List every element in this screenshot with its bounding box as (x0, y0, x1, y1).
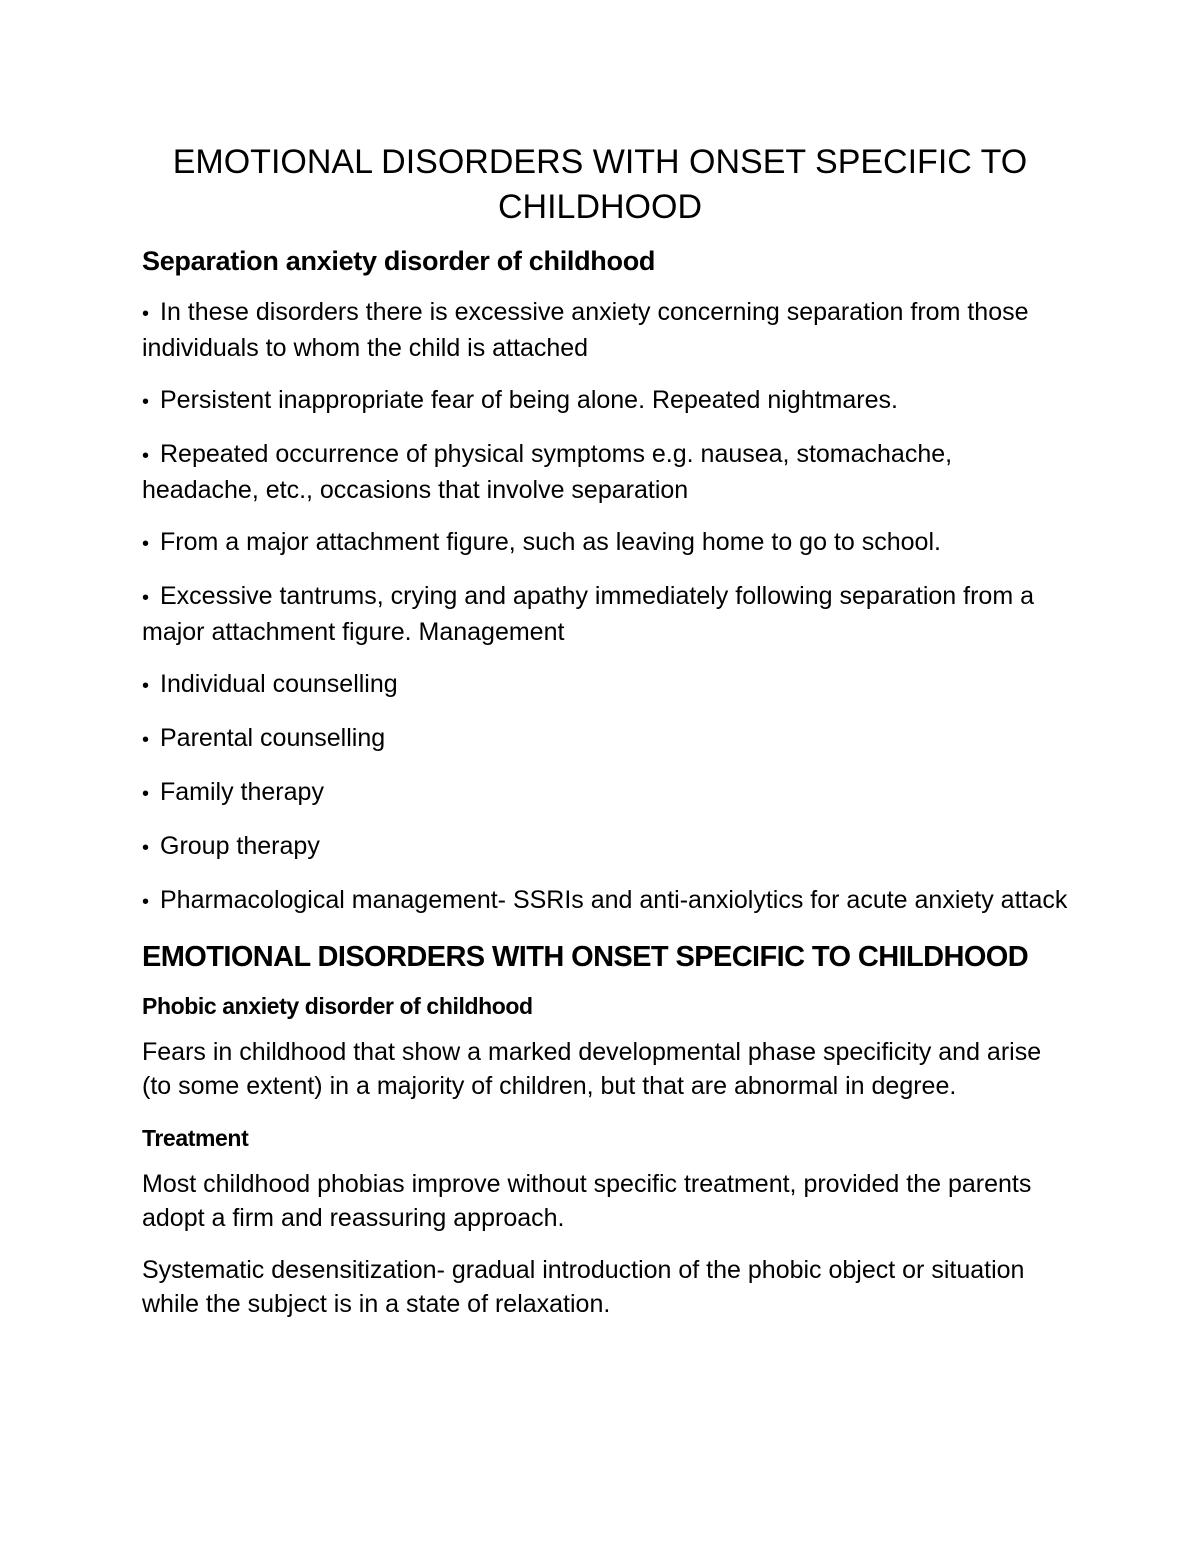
bullet-icon: • (142, 837, 150, 859)
bullet-icon: • (142, 445, 150, 467)
bullet-icon: • (142, 729, 150, 751)
bullet-item (142, 437, 1072, 507)
bullet-item (142, 383, 1072, 419)
bullet-text: Family therapy (160, 778, 324, 806)
bullet-item (142, 579, 1072, 649)
section-heading-emotional-disorders: EMOTIONAL DISORDERS WITH ONSET SPECIFIC TO CHILDHOOD (142, 941, 1029, 973)
bullet-item (142, 295, 1072, 365)
document-body (142, 244, 1072, 1339)
bullet-item (142, 775, 1072, 811)
bullet-icon: • (142, 891, 150, 913)
bullet-text: Group therapy (160, 832, 320, 860)
bullet-text: Persistent inappropriate fear of being alone. Repeated nightmares. (160, 386, 898, 414)
bullet-icon: • (142, 587, 150, 609)
bullet-icon: • (142, 303, 150, 325)
bullet-text: In these disorders there is excessive anxiety concerning separation from those individuals to whom the child is attached (142, 298, 1029, 362)
bullet-icon: • (142, 391, 150, 413)
bullet-icon: • (142, 533, 150, 555)
bullet-item (142, 829, 1072, 865)
bullet-text: Individual counselling (160, 670, 398, 698)
bullet-text: Excessive tantrums, crying and apathy immediately following separation from a major attachment figure. Management (142, 582, 1035, 646)
treatment-paragraph: Most childhood phobias improve without specific treatment, provided the parents adopt a firm and reassuring approach. (142, 1170, 1032, 1232)
bullet-icon: • (142, 675, 150, 697)
bullet-item (142, 667, 1072, 703)
document-title: EMOTIONAL DISORDERS WITH ONSET SPECIFIC TO CHILDHOOD (172, 143, 1028, 226)
treatment-heading: Treatment (142, 1125, 249, 1151)
bullet-text: From a major attachment figure, such as leaving home to go to school. (160, 528, 941, 556)
bullet-item (142, 721, 1072, 757)
bullet-icon: • (142, 783, 150, 805)
bullet-text: Pharmacological management- SSRIs and anti-anxiolytics for acute anxiety attack (160, 886, 1068, 914)
bullet-text: Parental counselling (160, 724, 386, 752)
section-heading-separation-anxiety: Separation anxiety disorder of childhood (142, 246, 656, 276)
bullet-item (142, 883, 1072, 919)
bullet-text: Repeated occurrence of physical symptoms e.g. nausea, stomachache, headache, etc., occasions that involve separation (142, 440, 953, 504)
bullet-item (142, 525, 1072, 561)
phobic-description: Fears in childhood that show a marked developmental phase specificity and arise (to some extent) in a majority of children, but that are abnormal in degree. (142, 1038, 1042, 1100)
subheading-phobic-anxiety: Phobic anxiety disorder of childhood (142, 993, 533, 1019)
treatment-paragraph: Systematic desensitization- gradual introduction of the phobic object or situation while the subject is in a state of relaxation. (142, 1256, 1025, 1318)
